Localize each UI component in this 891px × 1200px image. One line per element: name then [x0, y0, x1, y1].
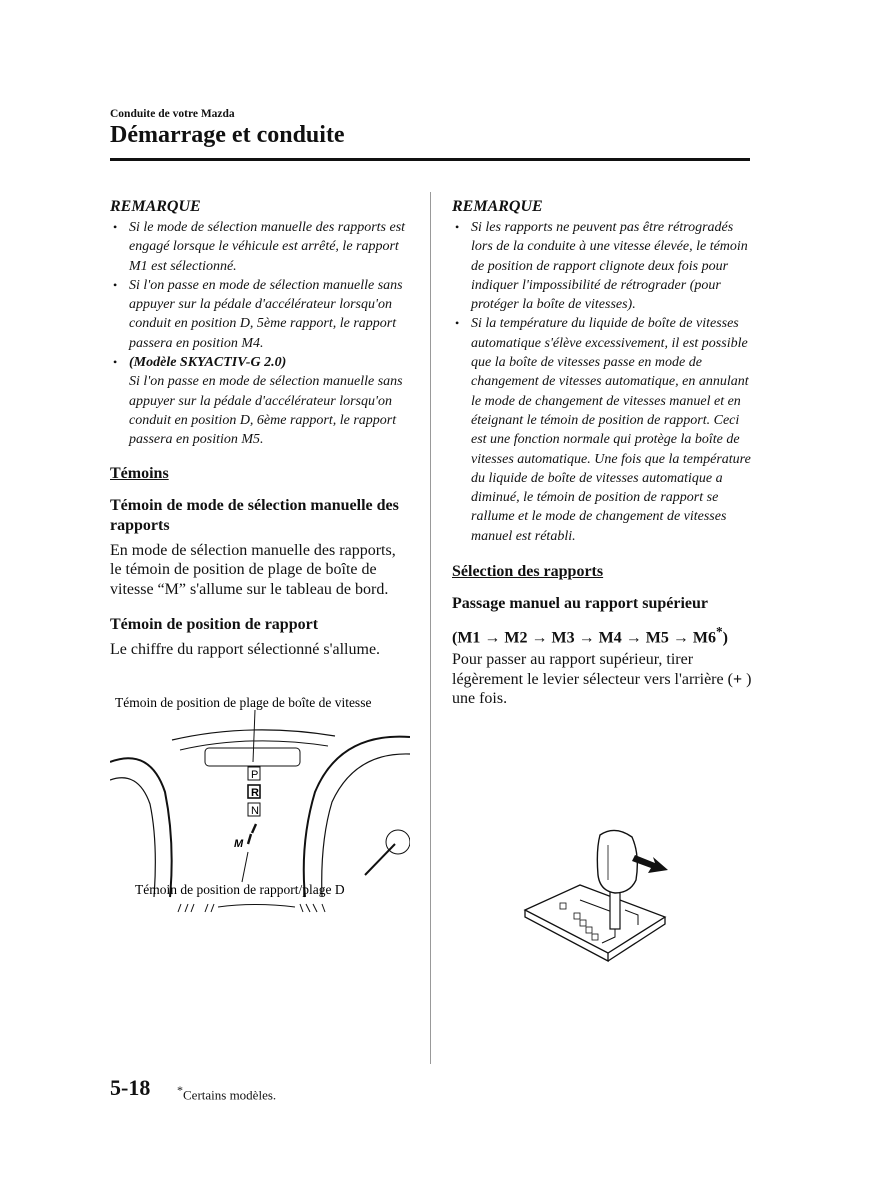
- note-item: • Si les rapports ne peuvent pas être rétrogradés lors de la conduite à une vitesse élevée, le témoin de position de rapport clignote deux fois pour indiquer l'impossibilité de rétrograder (pour protéger la boîte de vitesses).: [455, 220, 748, 313]
- gear-indicator-n: [248, 803, 260, 817]
- left-column: [110, 196, 410, 660]
- gear-position-text: Le chiffre du rapport sélectionné s'allume.: [110, 641, 381, 659]
- footnote-asterisk: *: [715, 624, 723, 640]
- note-list: [110, 218, 410, 450]
- gear-position-heading: Témoin de position de rapport: [110, 616, 319, 634]
- manual-mode-indicator: M: [234, 838, 244, 850]
- note-item: • (Modèle SKYACTIV-G 2.0) Si l'on passe en mode de sélection manuelle sans appuyer sur la pédale d'accélérateur lorsqu'on conduit en position D, 6ème rapport, le rapport passera en position M5.: [113, 355, 403, 448]
- shift-lever-figure: [520, 825, 670, 975]
- manual-mode-text: En mode de sélection manuelle des rapports, le témoin de position de plage de boîte de vitesse “M” s'allume sur le tableau de bord.: [110, 541, 396, 598]
- note-heading: REMARQUE: [452, 198, 543, 215]
- model-title: (Modèle SKYACTIV-G 2.0): [129, 355, 287, 371]
- instrument-cluster-figure: [110, 692, 410, 917]
- figure-label-gear: Témoin de position de rapport/plage D: [135, 882, 345, 897]
- temoins-heading: Témoins: [110, 464, 169, 482]
- plus-symbol: +: [732, 670, 743, 688]
- right-column: [452, 196, 752, 709]
- title-rule: [110, 158, 750, 161]
- footnote-text: Certains modèles.: [183, 1087, 277, 1103]
- note-list: [452, 218, 752, 546]
- selection-heading: Sélection des rapports: [452, 563, 604, 581]
- svg-text:P: P: [251, 769, 259, 781]
- figure-label-range: Témoin de position de plage de boîte de vitesse: [115, 695, 372, 710]
- gear-indicator-r: [248, 785, 260, 799]
- note-heading: REMARQUE: [110, 198, 201, 215]
- svg-text:R: R: [251, 787, 259, 799]
- svg-text:N: N: [251, 805, 259, 817]
- upshift-heading: Passage manuel au rapport supérieur: [452, 595, 708, 613]
- footnote-mark: *: [177, 1083, 183, 1097]
- page-number: 5-18: [110, 1075, 151, 1100]
- upshift-sequence: (M1 → M2 → M3 → M4 → M5 → M6*): [452, 624, 728, 647]
- section-label: Conduite de votre Mazda: [110, 108, 235, 120]
- note-item: • Si la température du liquide de boîte de vitesses automatique s'élève excessivement, il est possible que la boîte de vitesses passe en mode de changement de vitesses automatique, en annulant le mode de changement de vitesses manuel et en éteignant le témoin de position de rapport. Ceci est une fonction normale qui protège la boîte de vitesses automatique. Une fois que la température du liquide de boîte de vitesses automatique a diminué, le témoin de position de rapport se rallume et le mode de changement de vitesses manuel est rétabli.: [455, 316, 751, 544]
- footnote: [177, 1083, 276, 1103]
- column-divider: [430, 192, 431, 1064]
- note-item: • Si le mode de sélection manuelle des rapports est engagé lorsque le véhicule est arrêté, le rapport M1 est sélectionné.: [113, 220, 406, 274]
- manual-mode-heading: Témoin de mode de sélection manuelle des rapports: [110, 496, 399, 534]
- upshift-text: Pour passer au rapport supérieur, tirer légèrement le levier sélecteur vers l'arrière (+ ) une fois.: [452, 651, 752, 708]
- note-item: • Si l'on passe en mode de sélection manuelle sans appuyer sur la pédale d'accélérateur lorsqu'on conduit en position D, 5ème rapport, le rapport passera en position M4.: [113, 277, 403, 351]
- gear-indicator-p: [248, 767, 260, 781]
- page-title: Démarrage et conduite: [110, 122, 345, 148]
